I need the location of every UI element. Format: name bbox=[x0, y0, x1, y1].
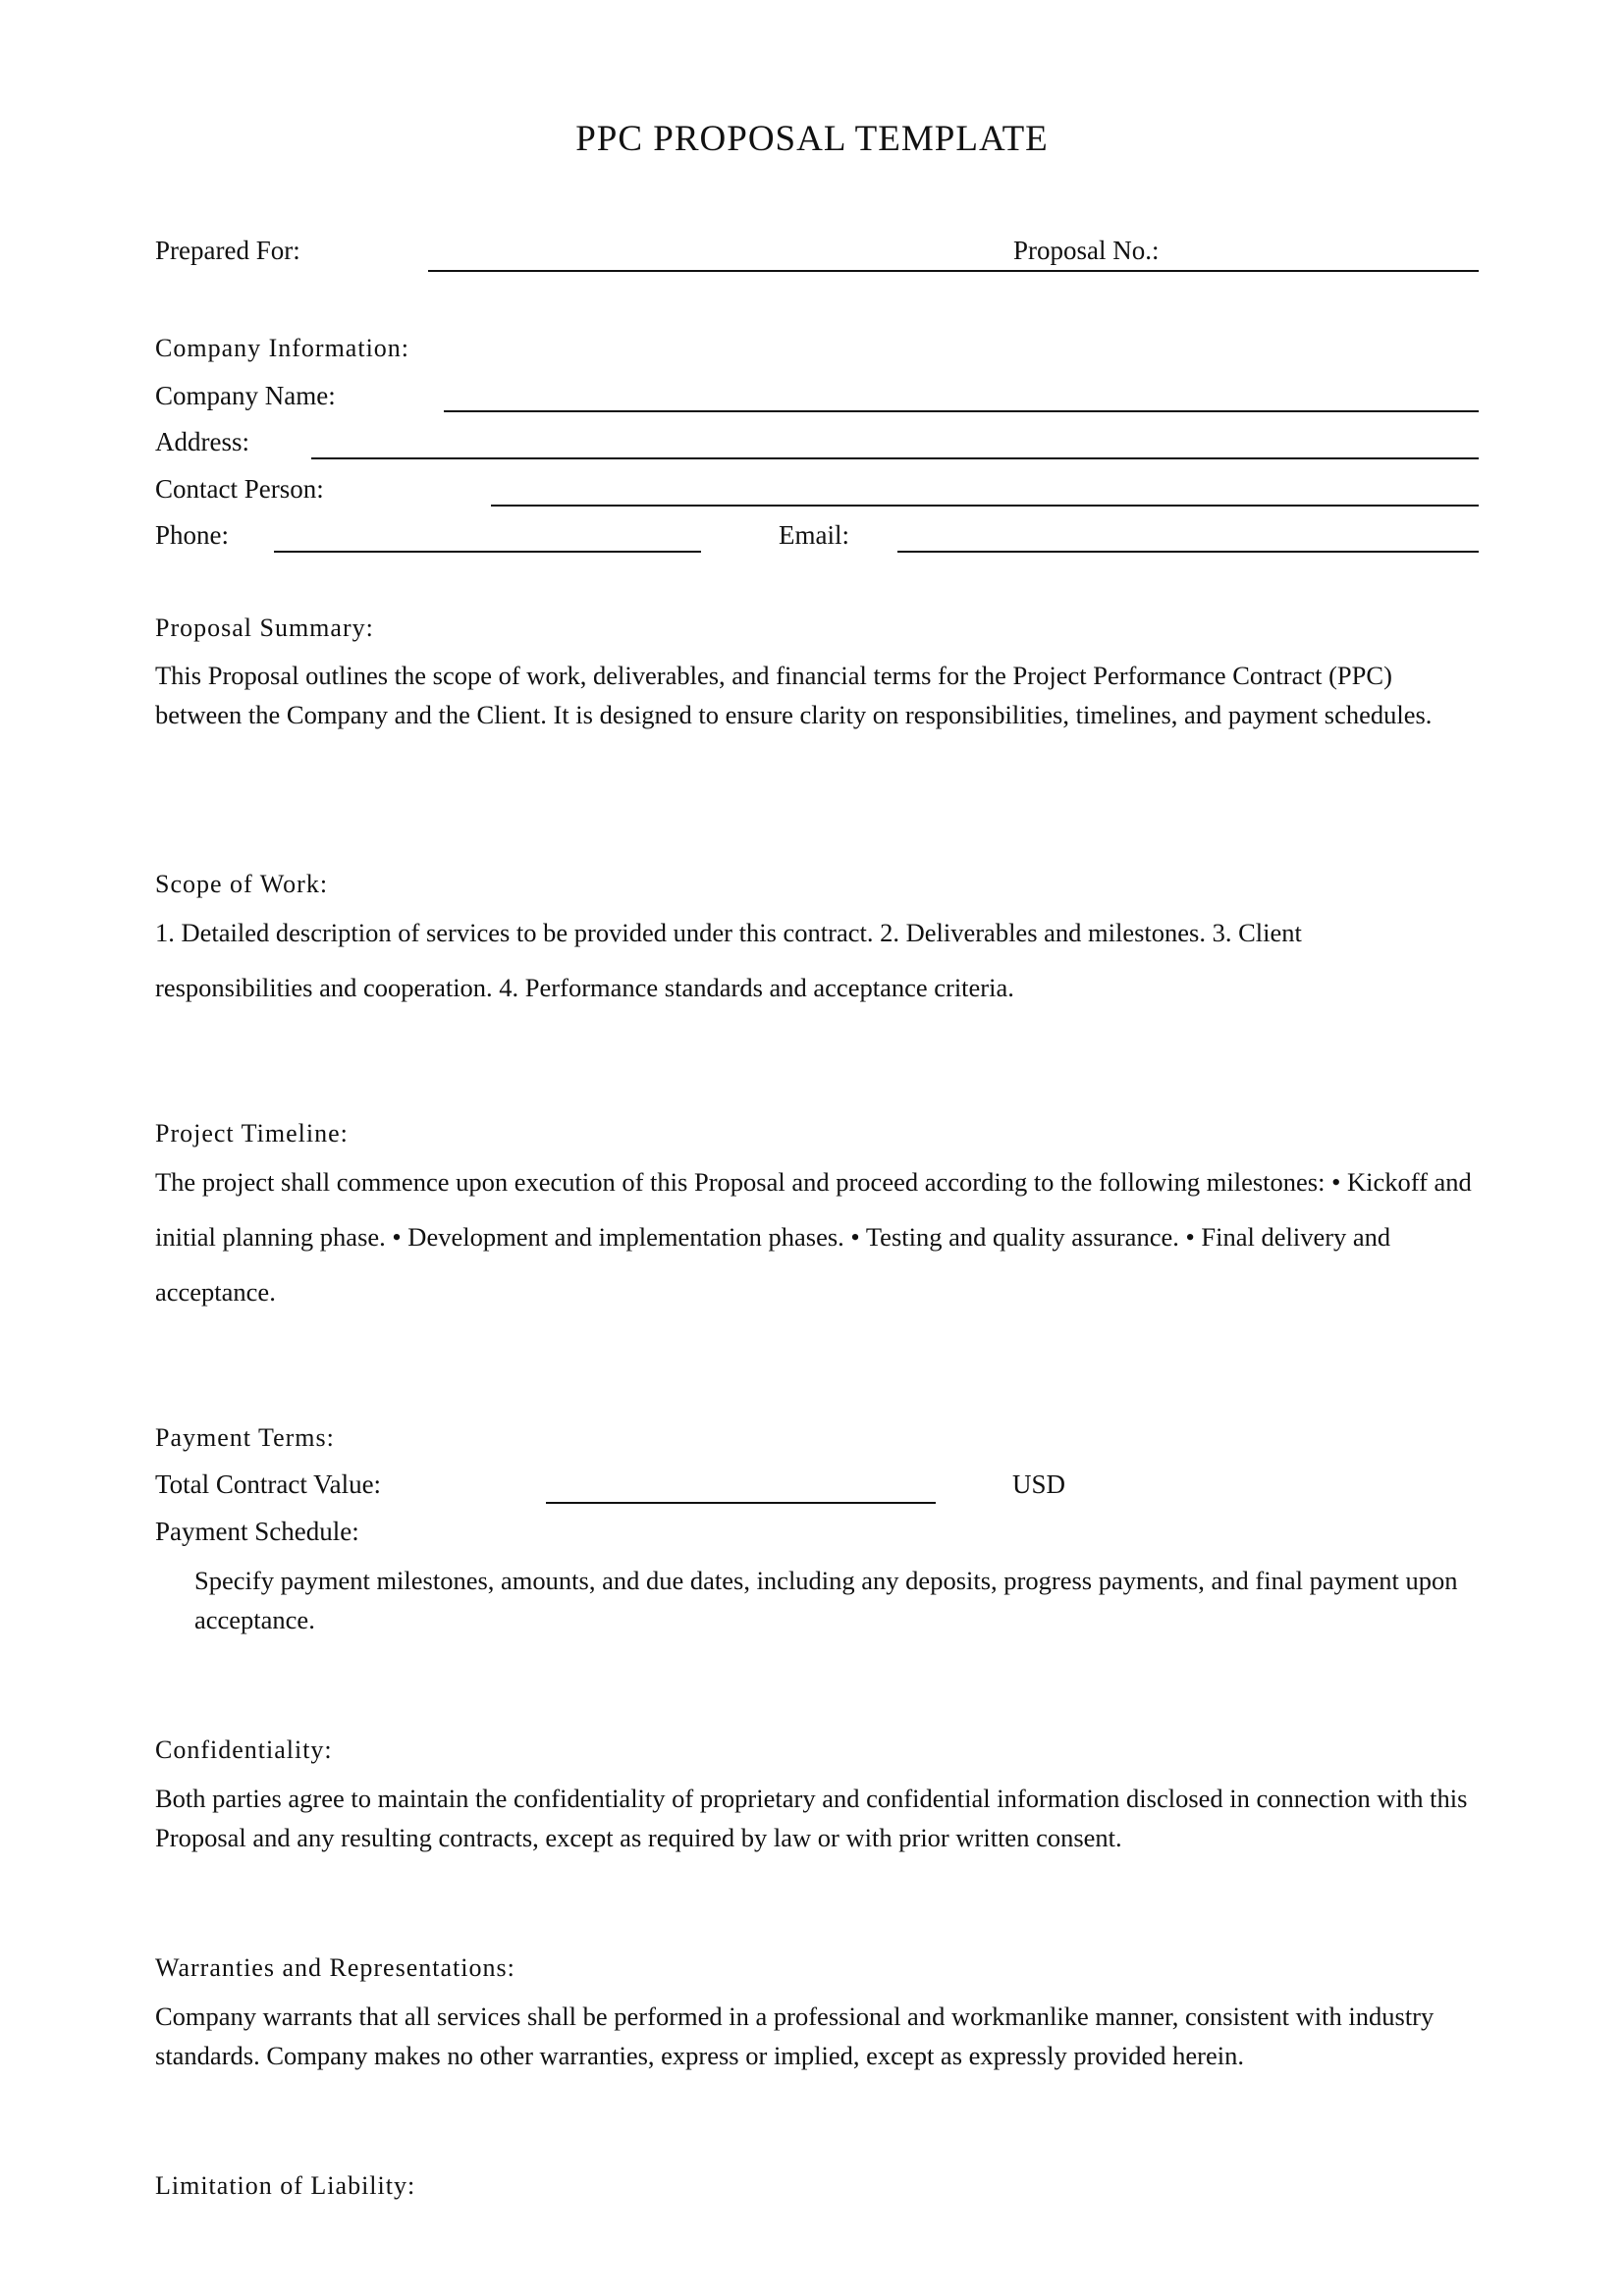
address-label: Address: bbox=[155, 427, 249, 456]
company-name-label: Company Name: bbox=[155, 381, 336, 410]
company-info-heading: Company Information: bbox=[155, 334, 410, 362]
payment-schedule-label: Payment Schedule: bbox=[155, 1517, 359, 1546]
payment-terms-heading: Payment Terms: bbox=[155, 1423, 335, 1452]
currency-label: USD bbox=[1012, 1469, 1066, 1499]
prepared-for-label: Prepared For: bbox=[155, 236, 300, 265]
warranties-text: Company warrants that all services shall be performed in a professional and workmanlike manner, consistent with industry standards. Company makes no other warranties, express or implied, except as expressly provided herein. bbox=[155, 2002, 1435, 2070]
total-contract-value-label: Total Contract Value: bbox=[155, 1469, 382, 1499]
contact-person-field[interactable] bbox=[491, 505, 1479, 507]
limitation-heading: Limitation of Liability: bbox=[155, 2171, 416, 2200]
confidentiality-heading: Confidentiality: bbox=[155, 1735, 333, 1764]
email-label: Email: bbox=[779, 520, 849, 550]
confidentiality-text: Both parties agree to maintain the confidentiality of proprietary and confidential information disclosed in connection with this Proposal and any resulting contracts, except as required by law or with prior written consent. bbox=[155, 1784, 1468, 1852]
email-field[interactable] bbox=[897, 551, 1479, 553]
proposal-summary-heading: Proposal Summary: bbox=[155, 614, 374, 642]
scope-of-work-heading: Scope of Work: bbox=[155, 870, 329, 898]
address-field[interactable] bbox=[311, 457, 1479, 459]
proposal-no-label: Proposal No.: bbox=[1013, 236, 1160, 265]
warranties-heading: Warranties and Representations: bbox=[155, 1953, 515, 1982]
project-timeline-text: The project shall commence upon execution of this Proposal and proceed according to the following milestones: • Kickoff and initial planning phase. • Development and implementation phases. • Testing and quality assurance. • Final delivery and acceptance. bbox=[155, 1167, 1472, 1307]
phone-field[interactable] bbox=[274, 551, 701, 553]
proposal-summary-text: This Proposal outlines the scope of work, deliverables, and financial terms for the Project Performance Contract (PPC) between the Company and the Client. It is designed to ensure clarity on responsibilities, timelines, and payment schedules. bbox=[155, 661, 1433, 729]
project-timeline-heading: Project Timeline: bbox=[155, 1119, 349, 1148]
company-name-field[interactable] bbox=[444, 410, 1479, 412]
contact-person-label: Contact Person: bbox=[155, 474, 324, 504]
phone-label: Phone: bbox=[155, 520, 230, 550]
total-contract-value-field[interactable] bbox=[546, 1502, 936, 1504]
scope-of-work-text: 1. Detailed description of services to be provided under this contract. 2. Deliverables and milestones. 3. Client responsibilities and cooperation. 4. Performance standards and acceptance criteria. bbox=[155, 918, 1302, 1002]
payment-schedule-text: Specify payment milestones, amounts, and due dates, including any deposits, progress payments, and final payment upon acceptance. bbox=[194, 1566, 1458, 1634]
prepared-for-field[interactable] bbox=[428, 270, 1479, 272]
page-title: PPC PROPOSAL TEMPLATE bbox=[575, 119, 1049, 159]
